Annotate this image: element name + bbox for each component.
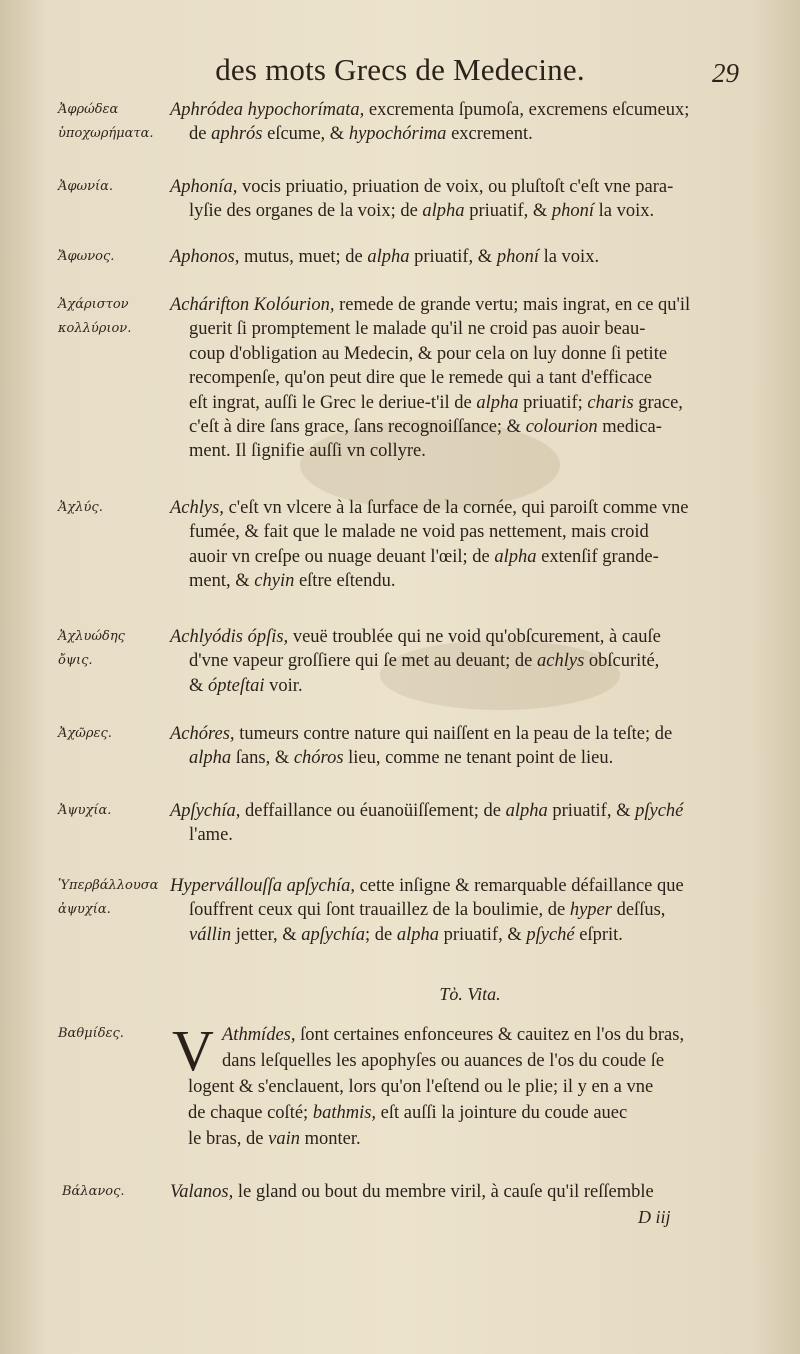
text-run: veuë troublée qui ne void qu'obſcurement, à cauſe [288, 627, 661, 647]
italic-term: Athmídes, [222, 1025, 296, 1045]
text-line [170, 625, 755, 649]
text-line [170, 342, 755, 366]
text-run: obſcurité, [584, 651, 660, 672]
text-run: monter. [300, 1129, 361, 1149]
text-run: eſprit. [574, 924, 623, 945]
text-run: ſouffrent ceux qui ſont trauaillez de la boulimie, de [189, 900, 570, 921]
page-number: 29 [712, 58, 739, 88]
text-line [170, 569, 755, 593]
text-line [170, 175, 755, 199]
greek-term: Ἀχῶρες. [58, 726, 112, 741]
text-run: dans leſquelles les apophyſes ou auances de l'os du coude ſe [222, 1051, 665, 1071]
greek-term: Βαθμίδες. [58, 1026, 124, 1041]
italic-term: hypochórima [348, 124, 447, 145]
greek-term: Ἀχλυώδης ὄψις. [58, 629, 125, 668]
definition [170, 245, 755, 269]
definition [170, 496, 755, 594]
text-run: medica- [597, 417, 662, 438]
definition [170, 874, 755, 947]
italic-term: apſychía [301, 924, 365, 945]
text-line [170, 317, 755, 341]
italic-term: charis [587, 392, 634, 413]
text-run: de [189, 124, 212, 145]
definition [170, 175, 755, 224]
text-line [170, 245, 755, 269]
text-run: ſans, & [231, 748, 294, 769]
text-line [170, 520, 755, 544]
greek-term: Ὑπερβάλλουσα ἀψυχία. [58, 878, 159, 917]
text-run: logent & s'enclauent, lors qu'on l'eſtend ou le plie; il y en a vne [188, 1077, 654, 1097]
text-run: vocis priuatio, priuation de voix, ou pluſtoſt c'eſt vne para- [237, 177, 674, 197]
text-line [170, 874, 755, 898]
text-run: de chaque coſté; [188, 1103, 313, 1123]
text-run: ment, & [189, 571, 255, 592]
italic-term: alpha [367, 247, 410, 267]
text-line [170, 122, 755, 146]
definition [170, 625, 755, 698]
text-line [170, 746, 755, 770]
text-line [170, 293, 755, 317]
text-line [170, 823, 755, 847]
text-run: c'eſt vn vlcere à la ſurface de la cornée, qui paroiſt comme vne [223, 498, 689, 518]
text-line [170, 923, 755, 947]
running-title: des mots Grecs de Medecine. [215, 52, 585, 87]
text-run: c'eſt à dire ſans grace, ſans recognoiſſance; & [189, 417, 526, 438]
text-run: ; de [365, 924, 397, 945]
text-run: eſtre eſtendu. [294, 571, 396, 592]
italic-term: vain [268, 1129, 300, 1149]
text-line [170, 199, 755, 223]
definition [170, 293, 755, 464]
valanos-definition [170, 1180, 755, 1204]
text-line [170, 1180, 755, 1204]
drop-cap: V [172, 1018, 214, 1083]
italic-term: pſyché [526, 924, 575, 945]
italic-term: achlys [537, 651, 585, 672]
italic-term: phoní [496, 247, 539, 267]
text-run: extenſif grande- [536, 546, 659, 567]
italic-term: bathmis, [312, 1103, 377, 1123]
italic-term: Achárifton Kolóurion, [170, 295, 335, 315]
greek-term: Ἀχλύς. [58, 500, 103, 515]
text-run: lyſie des organes de la voix; de [189, 201, 423, 222]
italic-term: alpha [505, 801, 548, 821]
text-run: guerit ſi promptement le malade qu'il ne croid pas auoir beau- [189, 319, 646, 340]
definition [170, 98, 755, 147]
text-line [188, 1048, 755, 1074]
italic-term: aphrós [211, 124, 263, 145]
italic-term: Apſychía, [170, 801, 241, 821]
text-line [170, 674, 755, 698]
text-run: & [189, 675, 209, 696]
text-line [170, 98, 755, 122]
text-run: eſt ingrat, auſſi le Grec le deriue-t'il de [189, 392, 477, 413]
italic-term: Aphonía, [170, 177, 238, 197]
text-run: eſt auſſi la jointure du coude auec [376, 1103, 628, 1123]
italic-term: vállin [189, 924, 232, 945]
text-run: priuatif; [518, 392, 588, 413]
greek-term: Ἀφωνία. [58, 179, 114, 194]
text-line [170, 898, 755, 922]
text-run: voir. [264, 675, 303, 696]
text-run: excrement. [446, 124, 533, 145]
text-line [188, 1100, 755, 1126]
text-line [170, 722, 755, 746]
text-run: recompenſe, qu'on peut dire que le remede qui a tant d'efficace [189, 368, 652, 389]
text-run: excrementa ſpumoſa, excremens eſcumeux; [364, 100, 690, 120]
text-run: priuatif, & [439, 924, 527, 945]
text-run: remede de grande vertu; mais ingrat, en ce qu'il [334, 295, 691, 315]
italic-term: Achlys, [170, 498, 224, 518]
text-run: la voix. [594, 201, 655, 222]
section-heading: Τὸ. Vita. [439, 984, 501, 1004]
italic-term: pſyché [635, 801, 684, 821]
text-run: ment. Il ſignifie auſſi vn collyre. [189, 441, 426, 462]
italic-term: phoní [551, 201, 595, 222]
italic-term: colourion [525, 417, 598, 438]
text-run: jetter, & [231, 924, 302, 945]
italic-term: Aphródea hypochorímata, [170, 100, 365, 120]
vathmides-definition [188, 1022, 755, 1152]
text-run: auoir vn creſpe ou nuage deuant l'œil; de [189, 546, 495, 567]
italic-term: alpha [422, 201, 465, 222]
italic-term: ópteſtai [208, 675, 265, 696]
italic-term: alpha [396, 924, 439, 945]
text-line [170, 439, 755, 463]
italic-term: Achlyódis ópſis, [170, 627, 289, 647]
text-run: l'ame. [189, 825, 233, 846]
text-line [188, 1126, 755, 1152]
italic-term: chyin [254, 571, 295, 592]
italic-term: Achóres, [170, 724, 235, 744]
italic-term: alpha [189, 748, 232, 769]
italic-term: Hypervállouſſa apſychía, [170, 876, 355, 896]
text-line [170, 649, 755, 673]
text-run: deffaillance ou éuanoüiſſement; de [240, 801, 506, 821]
italic-term: alpha [494, 546, 537, 567]
greek-term: Ἀφρώδεα ὑποχωρήματα. [58, 102, 154, 141]
text-line [170, 799, 755, 823]
text-line [188, 1022, 755, 1048]
text-run: le bras, de [188, 1129, 269, 1149]
text-run: lieu, comme ne tenant point de lieu. [343, 748, 614, 769]
text-line [188, 1074, 755, 1100]
italic-term: alpha [476, 392, 519, 413]
italic-term: chóros [293, 748, 344, 769]
text-run: eſcume, & [262, 124, 349, 145]
text-run: priuatif, & [409, 247, 497, 267]
text-line [170, 366, 755, 390]
text-line [170, 391, 755, 415]
text-line [170, 496, 755, 520]
text-run: le gland ou bout du membre viril, à cauſe qu'il reſſemble [233, 1182, 654, 1202]
italic-term: Aphonos, [170, 247, 240, 267]
text-run: ſont certaines enfonceures & cauitez en l'os du bras, [295, 1025, 685, 1045]
text-run: deſſus, [611, 900, 666, 921]
text-run: coup d'obligation au Medecin, & pour cela on luy donne ſi petite [189, 343, 668, 364]
text-run: tumeurs contre nature qui naiſſent en la peau de la teſte; de [234, 724, 673, 744]
text-run: cette inſigne & remarquable défaillance que [354, 876, 684, 896]
definition [170, 799, 755, 848]
text-run: mutus, muet; de [239, 247, 368, 267]
text-line [170, 545, 755, 569]
greek-term: Ἄφωνος. [58, 249, 115, 264]
text-run: la voix. [538, 247, 600, 267]
text-run: priuatif, & [547, 801, 636, 821]
italic-term: hyper [569, 900, 612, 921]
text-run: priuatif, & [464, 201, 552, 222]
text-run: grace, [633, 392, 683, 413]
text-line [170, 415, 755, 439]
greek-term: Ἀχάριστον κολλύριον. [58, 297, 132, 336]
greek-term: Ἀψυχία. [58, 803, 112, 818]
greek-term: Βάλανος. [62, 1184, 125, 1199]
text-run: d'vne vapeur groſſiere qui ſe met au deuant; de [189, 651, 538, 672]
signature-mark: D iij [638, 1207, 671, 1227]
italic-term: Valanos, [170, 1182, 234, 1202]
definition [170, 722, 755, 771]
text-run: fumée, & fait que le malade ne void pas nettement, mais croid [189, 522, 649, 543]
